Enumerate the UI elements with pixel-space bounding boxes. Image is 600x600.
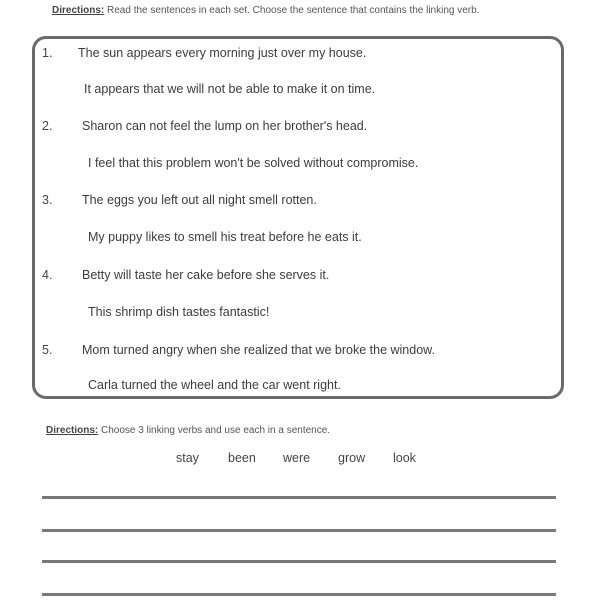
verb-word: grow: [338, 451, 366, 465]
sentence-option[interactable]: This shrimp dish tastes fantastic!: [88, 305, 270, 319]
directions-label: Directions:: [46, 425, 99, 436]
sentence-option[interactable]: I feel that this problem won't be solved without compromise.: [88, 156, 419, 170]
sentence-option[interactable]: The eggs you left out all night smell rotten.: [82, 193, 317, 207]
directions-bottom: [46, 425, 516, 437]
writing-line[interactable]: [42, 560, 556, 563]
verb-word: been: [228, 451, 256, 465]
writing-line[interactable]: [42, 496, 556, 499]
writing-line[interactable]: [42, 593, 556, 596]
sentence-option[interactable]: Mom turned angry when she realized that we broke the window.: [82, 343, 435, 357]
verb-word: stay: [176, 451, 199, 465]
set-number: 4.: [42, 268, 53, 282]
directions-text: Choose 3 linking verbs and use each in a sentence.: [101, 425, 331, 436]
verb-word: look: [393, 451, 416, 465]
set-number: 1.: [42, 46, 53, 60]
sentence-option[interactable]: It appears that we will not be able to make it on time.: [84, 82, 376, 96]
writing-line[interactable]: [42, 529, 556, 532]
set-number: 3.: [42, 193, 53, 207]
directions-text: Read the sentences in each set. Choose the sentence that contains the linking verb.: [107, 5, 480, 16]
sentence-option[interactable]: Sharon can not feel the lump on her brother's head.: [82, 119, 368, 133]
directions-top: [52, 5, 522, 17]
sentence-option[interactable]: Carla turned the wheel and the car went right.: [88, 378, 341, 392]
sentence-option[interactable]: Betty will taste her cake before she serves it.: [82, 268, 330, 282]
set-number: 5.: [42, 343, 53, 357]
set-number: 2.: [42, 119, 53, 133]
sentence-option[interactable]: My puppy likes to smell his treat before he eats it.: [88, 230, 362, 244]
directions-label: Directions:: [52, 5, 105, 16]
sentence-option[interactable]: The sun appears every morning just over my house.: [78, 46, 367, 60]
verb-word: were: [283, 451, 311, 465]
